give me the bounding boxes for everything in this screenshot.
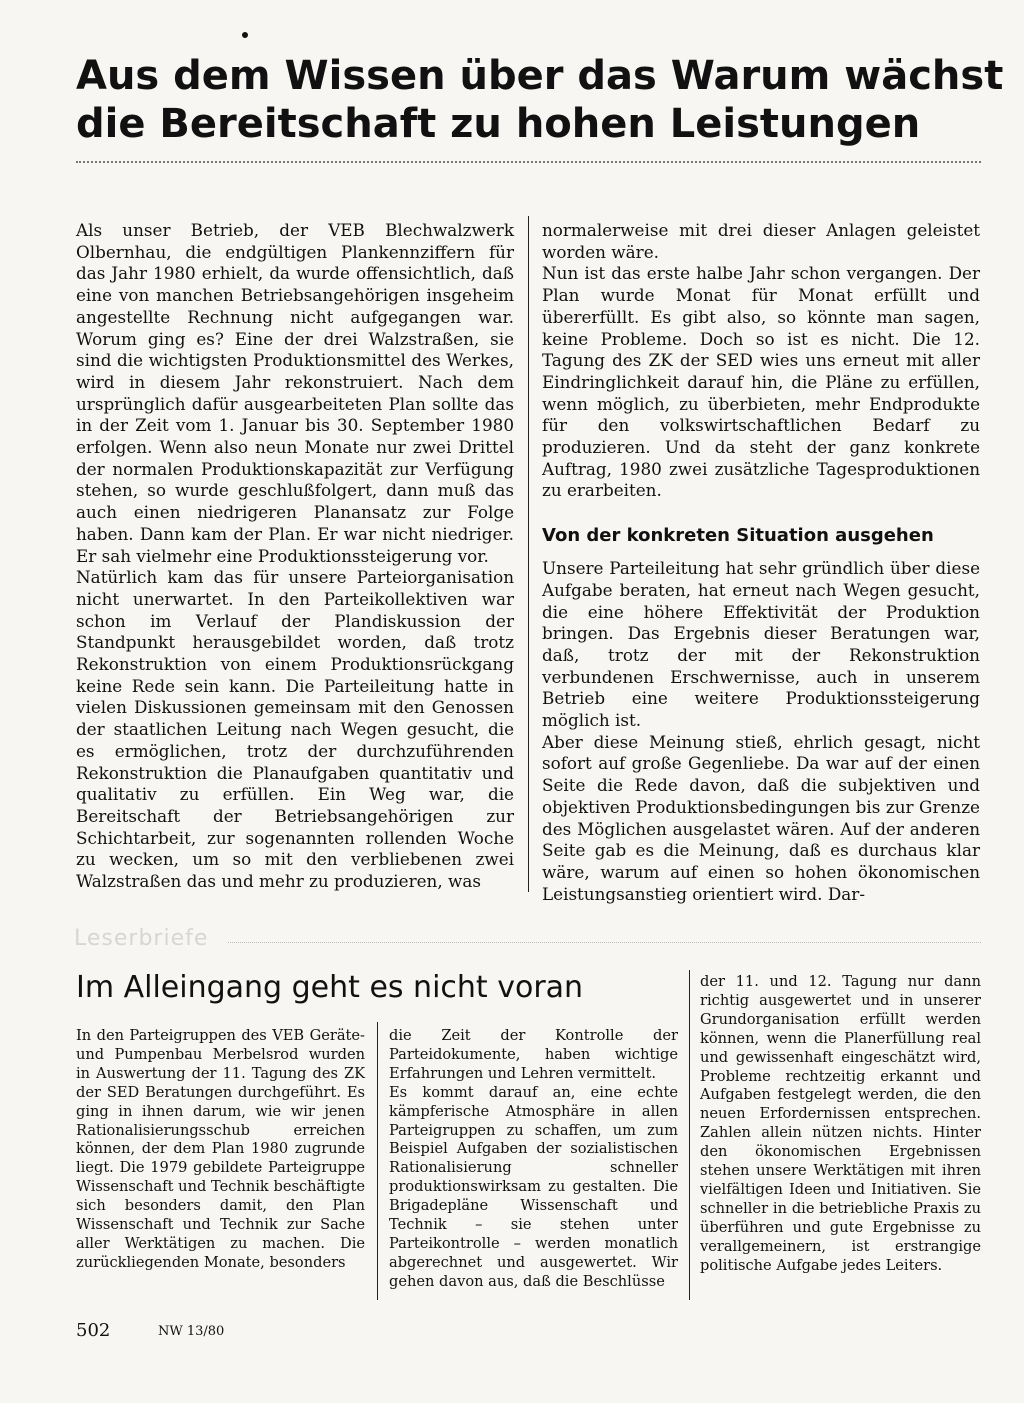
article-column-1 [76,220,514,893]
paragraph: die Zeit der Kontrolle der Parteidokumente, haben wichtige Erfahrungen und Lehren vermittelt. [389,1027,678,1082]
issue-label: NW 13/80 [158,1324,225,1339]
column-divider [528,216,529,892]
column-divider [377,1022,378,1300]
article-headline [76,52,1004,148]
letter-column-3 [700,973,981,1276]
article-column-2 [542,220,980,905]
letter-column-2 [389,1027,678,1292]
paragraph: Unsere Parteileitung hat sehr gründlich über diese Aufgabe beraten, hat erneut nach Wegen gesucht, die eine höhere Effektivität der Produktion bringen. Das Ergebnis dieser Beratungen war, daß, trotz der mit der Rekonstruktion verbundenen Erschwernisse, auch in unserem Betrieb eine weitere Produktionssteigerung möglich ist. [542,558,980,731]
section-rule [228,942,981,943]
paragraph: der 11. und 12. Tagung nur dann richtig ausgewertet und in unserer Grundorganisation erfüllt werden können, wenn die Planerfüllung real und gewissenhaft eingeschätzt wird, Probleme rechtzeitig erkannt und Aufgaben festgelegt werden, die den neuen Erfordernissen entsprechen. Zahlen allein nützen nichts. Hinter den ökonomischen Ergebnissen stehen unsere Werktätigen mit ihren vielfältigen Ideen und Initiativen. Sie schneller in die betriebliche Praxis zu überführen und gute Ergebnisse zu verallgemeinern, ist erstrangige politische Aufgabe jedes Leiters. [700,973,981,1274]
page-number: 502 [76,1320,111,1341]
letter-title: Im Alleingang geht es nicht voran [76,970,584,1005]
paragraph: Es kommt darauf an, eine echte kämpferische Atmosphäre in allen Parteigruppen zu schaffen, um zum Beispiel Aufgaben der sozialistischen Rationalisierung schneller produktionswirksam zu gestalten. Die Brigadepläne Wissenschaft und Technik – sie stehen unter Parteikontrolle – werden monatlich abgerechnet und ausgewertet. Wir gehen davon aus, daß die Beschlüsse [389,1083,678,1290]
letter-column-1 [76,1027,365,1273]
article-subheading: Von der konkreten Situation ausgehen [542,525,934,547]
paragraph: Natürlich kam das für unsere Parteiorganisation nicht unerwartet. In den Parteikollektiven war schon im Verlauf der Plandiskussion der Standpunkt herausgebildet worden, daß trotz Rekonstruktion von einem Produktionsrückgang keine Rede sein kann. Die Parteileitung hatte in vielen Diskussionen gemeinsam mit den Genossen der staatlichen Leitung nach Wegen gesucht, die es ermöglichen, trotz der durchzuführenden Rekonstruktion die Planaufgaben quantitativ und qualitativ zu erfüllen. Ein Weg war, die Bereitschaft der Betriebsangehörigen zur Schichtarbeit, zur sogenannten rollenden Woche zu wecken, um so mit den verbliebenen zwei Walzstraßen das und mehr zu produzieren, was [76,567,514,892]
paragraph: In den Parteigruppen des VEB Geräte- und Pumpenbau Merbelsrod wurden in Auswertung der 11. Tagung des ZK der SED Beratungen durchgeführt. Es ging in ihnen darum, wie wir jenen Rationalisierungsschub erreichen können, der dem Plan 1980 zugrunde liegt. Die 1979 gebildete Parteigruppe Wissenschaft und Technik beschäftigte sich besonders damit, den Plan Wissenschaft und Technik zur Sache aller Werktätigen zu machen. Die zurückliegenden Monate, besonders [76,1027,365,1271]
headline-line-2: die Bereitschaft zu hohen Leistungen [76,101,921,147]
paragraph: Aber diese Meinung stieß, ehrlich gesagt, nicht sofort auf große Gegenliebe. Da war auf der einen Seite die Rede davon, daß die subjektiven und objektiven Produktionsbedingungen bis zur Grenze des Möglichen ausgelastet wären. Auf der anderen Seite gab es die Meinung, daß es durchaus klar wäre, warum auf einen so hohen ökonomischen Leistungsanstieg orientiert wird. Dar- [542,731,980,904]
column-divider [689,970,690,1300]
headline-rule [76,161,981,163]
paragraph: Als unser Betrieb, der VEB Blechwalzwerk Olbernhau, die endgültigen Plankennziffern für das Jahr 1980 erhielt, da wurde offensichtlich, daß eine von manchen Betriebsangehörigen insgeheim angestellte Rechnung nicht aufgegangen war. Worum ging es? Eine der drei Walzstraßen, sie sind die wichtigsten Produktionsmittel des Werkes, wird in diesem Jahr rekonstruiert. Nach dem ursprünglich dafür ausgearbeiteten Plan sollte das in der Zeit vom 1. Januar bis 30. September 1980 erfolgen. Wenn also neun Monate nur zwei Drittel der normalen Produktionskapazität zur Verfügung stehen, so wurde geschlußfolgert, dann muß das auch einen niedrigeren Planansatz zur Folge haben. Dann kam der Plan. Er war nicht niedriger. Er sah vielmehr eine Produktionssteigerung vor. [76,220,514,566]
paragraph: normalerweise mit drei dieser Anlagen geleistet worden wäre. [542,220,980,262]
section-label-leserbriefe: Leserbriefe [74,926,209,951]
headline-line-1: Aus dem Wissen über das Warum wächst [76,53,1004,99]
printed-dot [242,32,248,38]
paragraph: Nun ist das erste halbe Jahr schon vergangen. Der Plan wurde Monat für Monat erfüllt und übererfüllt. Es gibt also, so könnte man sagen, keine Probleme. Doch so ist es nicht. Die 12. Tagung des ZK der SED wies uns erneut mit aller Eindringlichkeit darauf hin, die Pläne zu erfüllen, wenn möglich, zu überbieten, mehr Endprodukte für den volkswirtschaftlichen Bedarf zu produzieren. Und da steht der ganz konkrete Auftrag, 1980 zwei zusätzliche Tagesproduktionen zu erarbeiten. [542,263,980,501]
